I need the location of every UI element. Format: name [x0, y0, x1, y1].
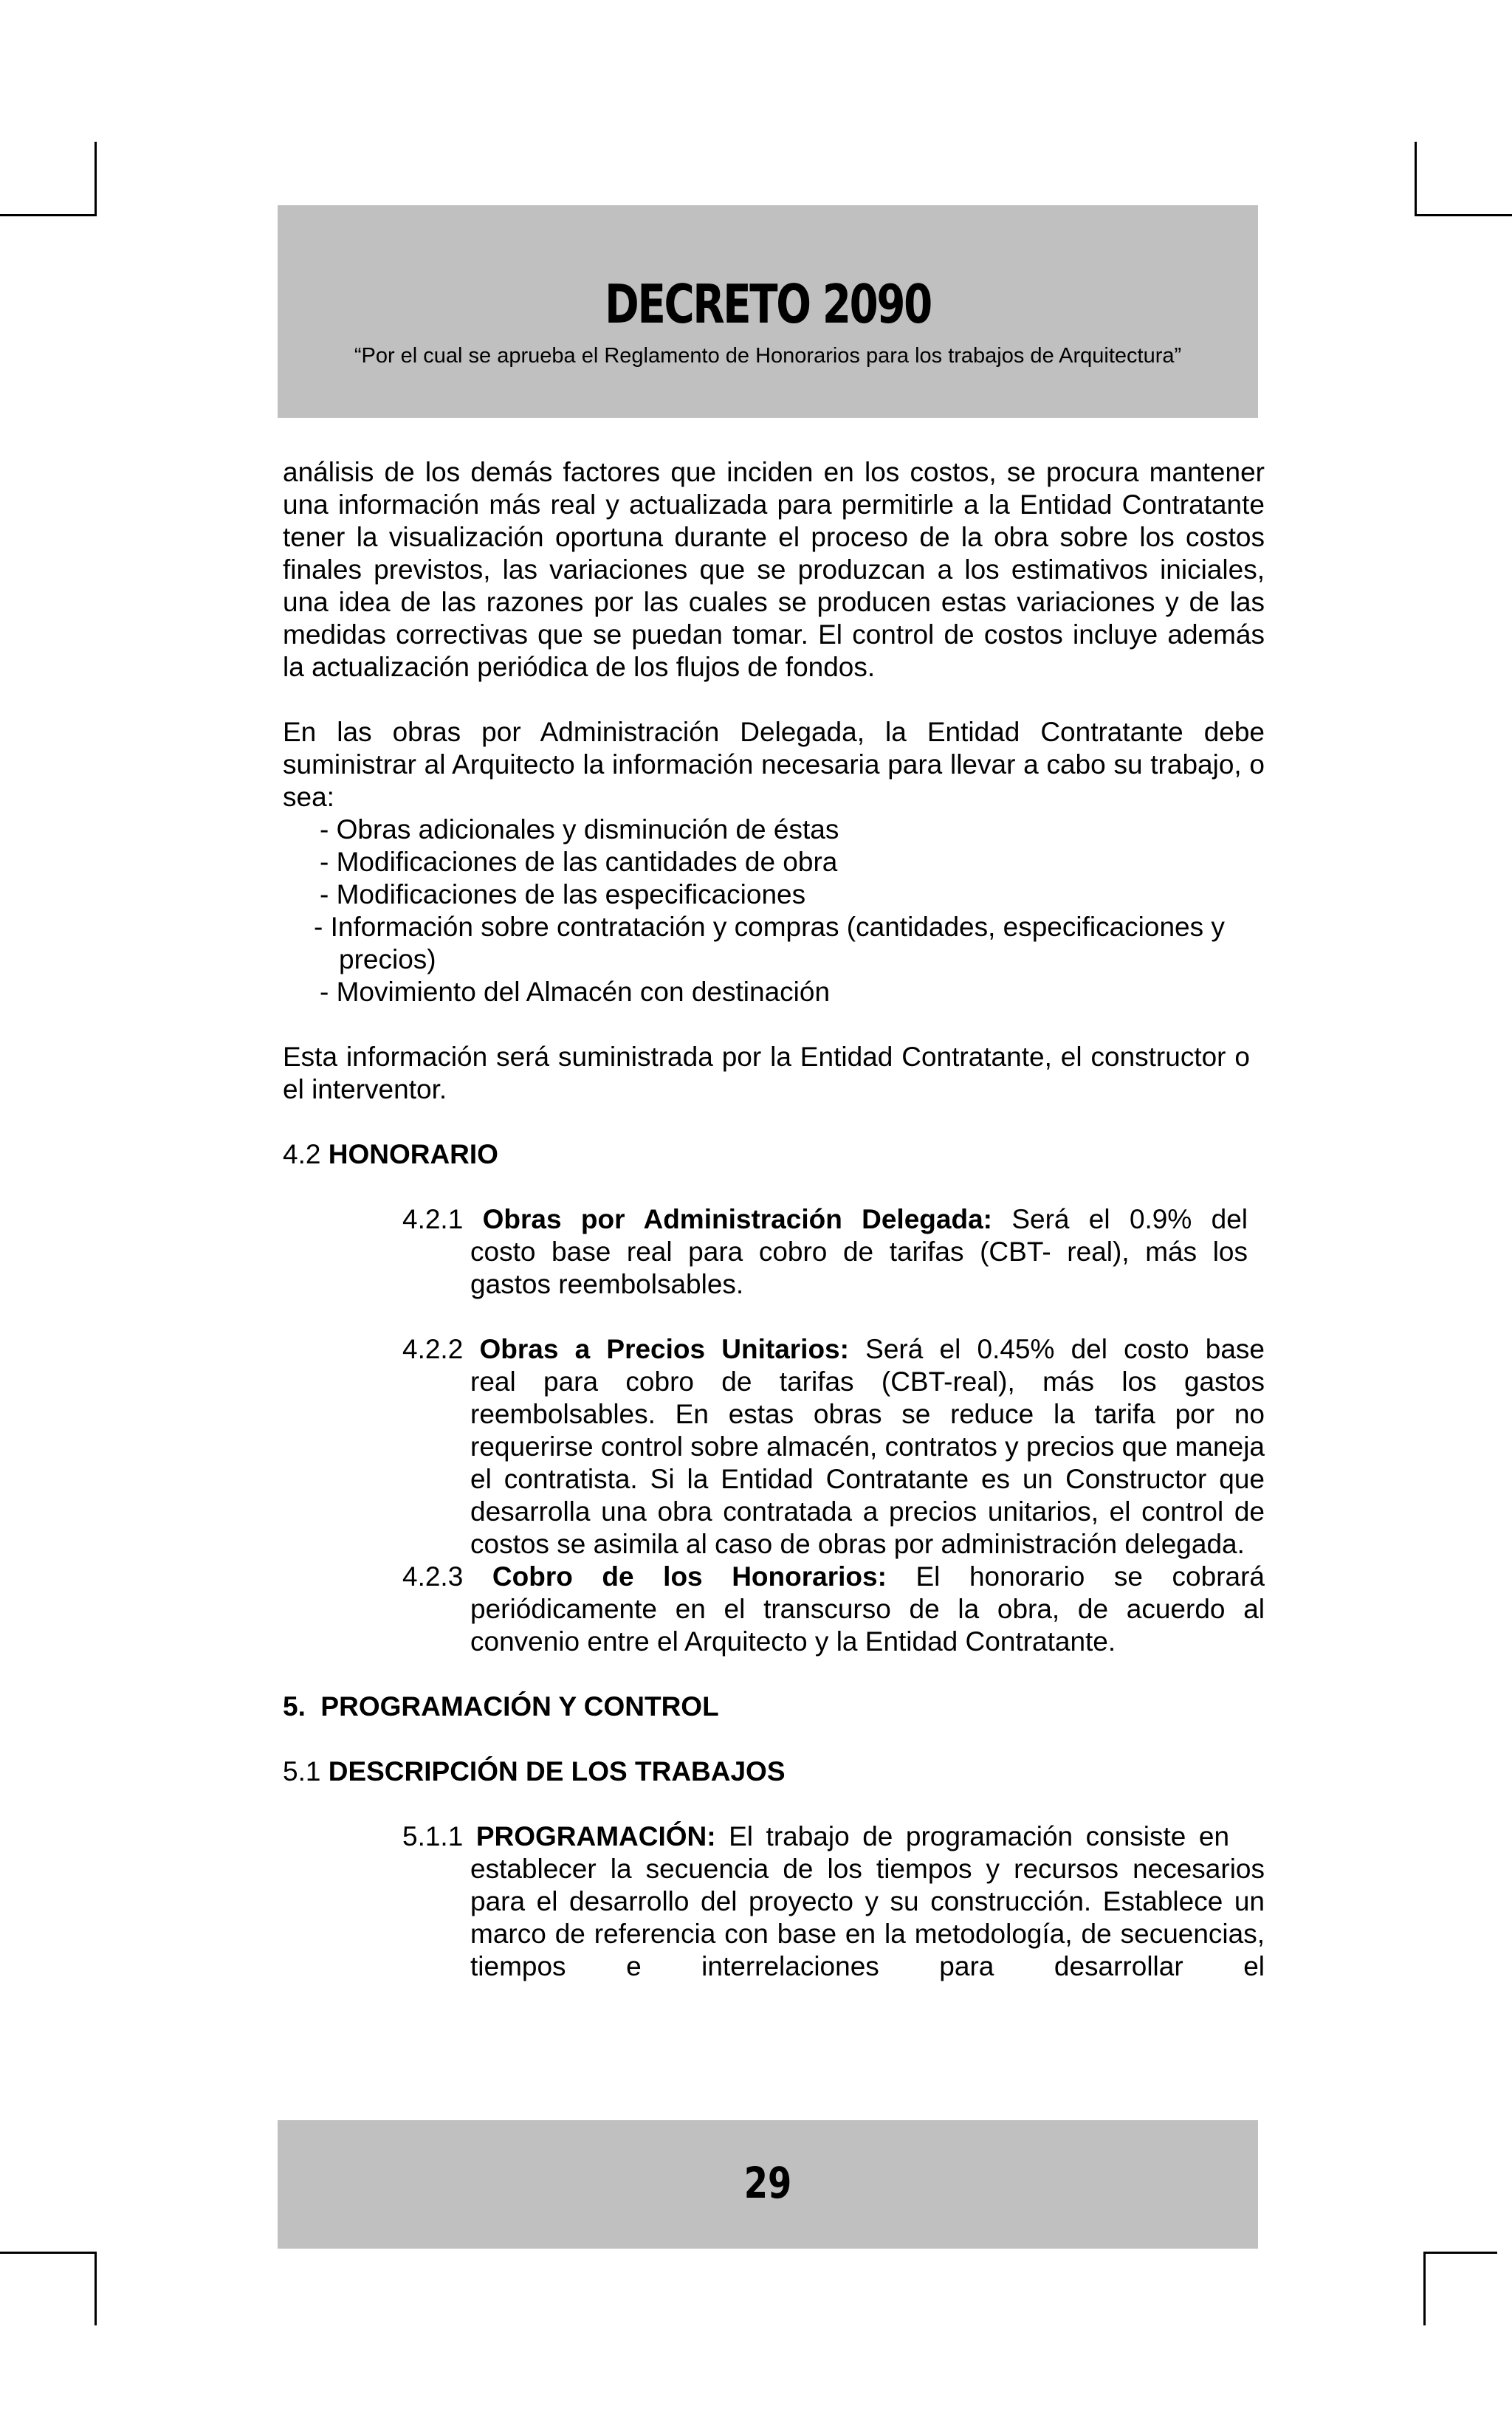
- header-band: [278, 205, 1258, 418]
- subsection-title: Obras por Administración Delegada:: [482, 1204, 992, 1234]
- section-number: 5.: [283, 1691, 306, 1722]
- footer-band: [278, 2120, 1258, 2249]
- subsection-4-2-1: [283, 1203, 1248, 1301]
- subsection-text: periódicamente en el transcurso de la obra, de acuerdo al convenio entre el Arquitecto y la Entidad Contratante.: [470, 1594, 1265, 1657]
- page-content: [283, 456, 1265, 1983]
- document-subtitle: “Por el cual se aprueba el Reglamento de Honorarios para los trabajos de Arquitectura”: [354, 344, 1182, 368]
- document-title: DECRETO 2090: [605, 273, 931, 335]
- subsection-text-start: Será el 0.45% del costo base: [865, 1334, 1265, 1364]
- paragraph-cost-control: análisis de los demás factores que inciden en los costos, se procura mantener una información más real y actualizada para permitirle a la Entidad Contratante tener la visualización oportuna durante el proceso de la obra sobre los costos finales previstos, las variaciones que se produzcan a los estimativos iniciales, una idea de las razones por las cuales se producen estas variaciones y de las medidas correctivas que se puedan tomar. El control de costos incluye además la actualización periódica de los flujos de fondos.: [283, 457, 1265, 682]
- subsection-text-start: Será el 0.9% del: [1011, 1204, 1248, 1234]
- subsection-title: Cobro de los Honorarios:: [492, 1561, 887, 1592]
- crop-mark-bottom-right-h: [1423, 2252, 1497, 2254]
- crop-mark-top-right-v: [1415, 142, 1417, 216]
- section-title: HONORARIO: [328, 1139, 498, 1169]
- subsection-title: Obras a Precios Unitarios:: [479, 1334, 849, 1364]
- list-item: - Modificaciones de las cantidades de obra: [320, 847, 838, 877]
- subsection-text-start: El honorario se cobrará: [915, 1561, 1265, 1592]
- list-item: - Obras adicionales y disminución de éstas: [320, 814, 839, 845]
- section-title: DESCRIPCIÓN DE LOS TRABAJOS: [328, 1756, 786, 1787]
- list-item-continuation: precios): [339, 944, 436, 974]
- subsection-number: 4.2.1: [402, 1204, 464, 1234]
- crop-mark-top-left-h: [0, 214, 97, 216]
- subsection-5-1-1: [283, 1820, 1265, 1983]
- section-heading-5-1: [283, 1756, 1265, 1788]
- section-heading-5: [283, 1691, 1265, 1723]
- list-item: - Modificaciones de las especificaciones: [320, 879, 806, 909]
- list-item: - Movimiento del Almacén con destinación: [320, 977, 831, 1007]
- subsection-4-2-2: [283, 1333, 1265, 1561]
- crop-mark-top-right-h: [1415, 214, 1512, 216]
- subsection-title: PROGRAMACIÓN:: [475, 1821, 716, 1851]
- list-item: - Información sobre contratación y compras (cantidades, especificaciones y: [314, 912, 1225, 942]
- section-number: 4.2: [283, 1139, 321, 1169]
- subsection-text-start: El trabajo de programación consiste en: [729, 1821, 1230, 1851]
- section-title: PROGRAMACIÓN Y CONTROL: [320, 1691, 719, 1722]
- section-heading-4-2: [283, 1138, 1265, 1171]
- subsection-text: costo base real para cobro de tarifas (CBT- real), más los gastos reembolsables.: [470, 1237, 1248, 1299]
- paragraph-information-supplier: Esta información será suministrada por la Entidad Contratante, el constructor o el interventor.: [283, 1042, 1250, 1104]
- section-number: 5.1: [283, 1756, 321, 1787]
- paragraph-delegated-admin: En las obras por Administración Delegada, la Entidad Contratante debe suministrar al Arquitecto la información necesaria para llevar a cabo su trabajo, o sea:: [283, 717, 1265, 812]
- crop-mark-top-left-v: [94, 142, 97, 216]
- subsection-text: establecer la secuencia de los tiempos y recursos necesarios para el desarrollo del proyecto y su construcción. Establece un marco de referencia con base en la metodología, de secuencias, tiempos e interrelaciones para desarrollar el: [470, 1854, 1265, 1981]
- crop-mark-bottom-left-h: [0, 2252, 97, 2254]
- crop-mark-bottom-left-v: [94, 2252, 97, 2325]
- crop-mark-bottom-right-v: [1423, 2252, 1426, 2325]
- subsection-number: 4.2.3: [402, 1561, 464, 1592]
- subsection-number: 4.2.2: [402, 1334, 464, 1364]
- page-number: 29: [743, 2158, 792, 2208]
- subsection-number: 5.1.1: [402, 1821, 464, 1851]
- information-list: [283, 814, 1265, 1008]
- subsection-4-2-3: [283, 1561, 1265, 1658]
- subsection-text: real para cobro de tarifas (CBT-real), más los gastos reembolsables. En estas obras se reduce la tarifa por no requerirse control sobre almacén, contratos y precios que maneja el contratista. Si la Entidad Contratante es un Constructor que desarrolla una obra contratada a precios unitarios, el control de costos se asimila al caso de obras por administración delegada.: [470, 1366, 1265, 1559]
